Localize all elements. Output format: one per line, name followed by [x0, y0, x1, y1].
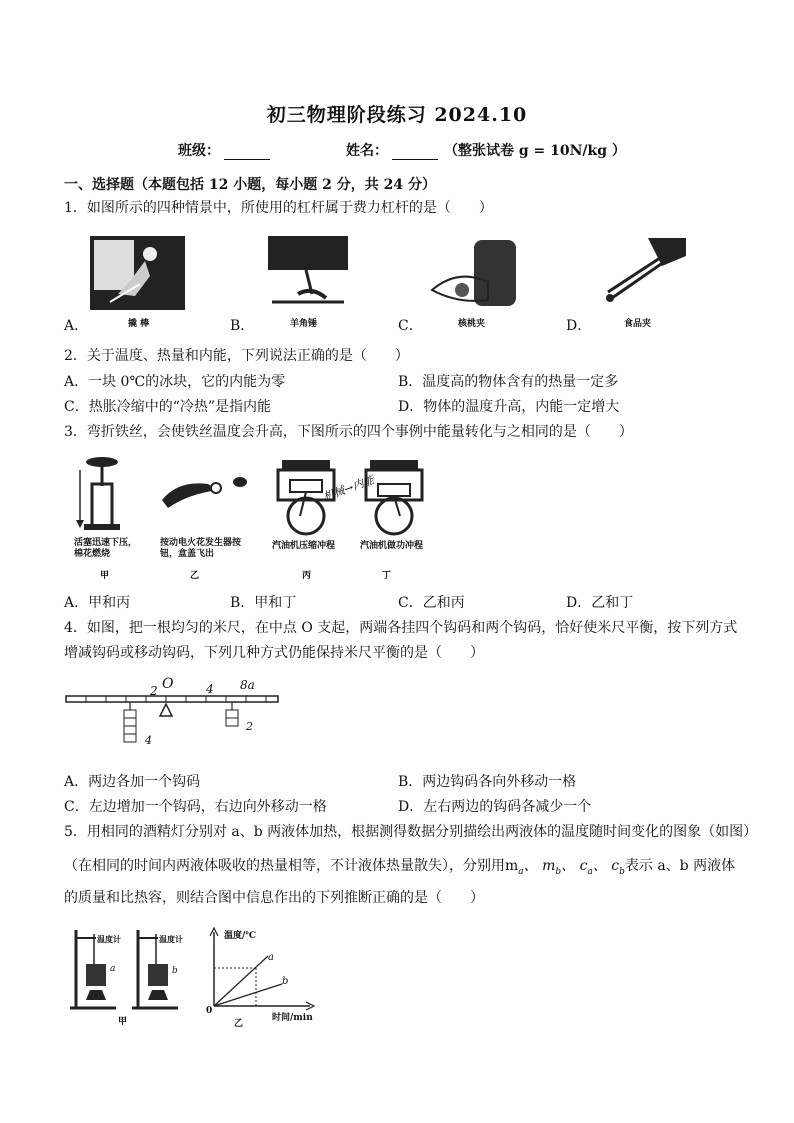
- q4-mark-8a: 8a: [240, 678, 255, 692]
- q4-mark-4: 4: [206, 682, 214, 696]
- q5-liquid-b-label: b: [172, 966, 178, 976]
- q3-stem: 3．弯折铁丝，会使铁丝温度会升高，下图所示的四个事例中能量转化与之相同的是（ ）: [64, 424, 633, 440]
- q1-option-a: A．: [64, 318, 89, 334]
- q5-graph-series-b: b: [282, 976, 289, 987]
- q4-mark-2: 2: [150, 684, 158, 698]
- q3-caption-yi: 按动电火花发生器按 钮，盒盖飞出: [160, 538, 242, 559]
- q5-temperature-graph: [206, 928, 316, 1022]
- section-heading: 一、选择题（本题包括 12 小题，每小题 2 分，共 24 分）: [64, 177, 436, 193]
- class-blank: [224, 145, 270, 160]
- q4-option-b: B．两边钩码各向外移动一格: [398, 774, 577, 790]
- q3-option-b: B．甲和丁: [230, 595, 297, 611]
- q5-graph-series-a: a: [268, 952, 274, 963]
- q1-claw-hammer-figure: [268, 236, 348, 308]
- q1-caption-d: 食品夹: [624, 319, 652, 329]
- q5-graph-origin: 0: [206, 1006, 213, 1016]
- q5-thermometer-label-b: 温度计: [159, 934, 183, 944]
- q3-option-d: D．乙和丁: [566, 595, 634, 611]
- q2-option-a: A．一块 0℃的冰块，它的内能为零: [64, 374, 286, 390]
- q4-option-c: C．左边增加一个钩码，右边向外移动一格: [64, 799, 327, 815]
- q1-food-tongs-figure: [592, 236, 686, 308]
- name-field: [346, 140, 438, 160]
- q5-fig-label-yi: 乙: [234, 1019, 244, 1029]
- q3-caption-jia: 活塞迅速下压， 棉花燃烧: [74, 538, 138, 559]
- q5-liquid-a-label: a: [110, 964, 116, 974]
- g-note: （整张试卷 g = 10N/kg ）: [444, 143, 626, 159]
- q5-line2: （在相同的时间内两液体吸收的热量相等，不计液体热量散失），分别用$m_a$、 $m_b$、 $c_a$、 $c_b$表示 a、b 两液体: [64, 858, 736, 877]
- q3-option-c: C．乙和丙: [398, 595, 465, 611]
- q5-graph-ylabel: 温度/℃: [224, 931, 257, 941]
- name-label: 姓名：: [346, 143, 388, 159]
- q3-label-jia: 甲: [100, 571, 110, 581]
- q3-spark-generator-figure: [158, 470, 248, 510]
- q1-option-c: C．: [398, 318, 423, 334]
- q1-caption-c: 核桃夹: [458, 319, 486, 329]
- q1-crowbar-figure: [90, 236, 185, 310]
- q2-option-d: D．物体的温度升高，内能一定增大: [398, 399, 620, 415]
- q4-mark-right-count: 2: [246, 720, 253, 733]
- q3-option-a: A．甲和丙: [64, 595, 131, 611]
- q4-stem-line1: 4．如图，把一根均匀的米尺，在中点 O 支起，两端各挂四个钩码和两个钩码，恰好使米尺平衡，按下列方式: [64, 620, 738, 636]
- q4-option-d: D．左右两边的钩码各减少一个: [398, 799, 592, 815]
- name-blank: [392, 145, 438, 160]
- q1-option-b: B．: [230, 318, 255, 334]
- class-label: 班级：: [178, 143, 220, 159]
- q1-nutcracker-figure: [428, 238, 520, 310]
- q5-thermometer-label-a: 温度计: [97, 934, 121, 944]
- q2-stem: 2．关于温度、热量和内能，下列说法正确的是（ ）: [64, 348, 409, 364]
- q4-option-a: A．两边各加一个钩码: [64, 774, 201, 790]
- q3-fire-piston-figure: [76, 456, 126, 534]
- page-title: 初三物理阶段练习 2024.10: [266, 104, 528, 126]
- q3-caption-bing: 汽油机压缩冲程: [272, 541, 336, 551]
- q5-graph-xlabel: 时间/min: [272, 1013, 313, 1023]
- q4-mark-o: O: [162, 676, 174, 692]
- q5-line3: 的质量和比热容，则结合图中信息作出的下列推断正确的是（ ）: [64, 890, 484, 906]
- q4-mark-left-count: 4: [145, 734, 152, 747]
- q5-line1: 5．用相同的酒精灯分别对 a、b 两液体加热，根据测得数据分别描绘出两液体的温度随时间变化的图象（如图）: [64, 824, 758, 840]
- q4-stem-line2: 增减钩码或移动钩码，下列几种方式仍能保持米尺平衡的是（ ）: [64, 645, 484, 661]
- q2-option-c: C．热胀冷缩中的“冷热”是指内能: [64, 399, 272, 415]
- q1-caption-a: 撬 棒: [128, 319, 150, 329]
- q1-option-d: D．: [566, 318, 592, 334]
- q5-fig-label-jia: 甲: [118, 1017, 128, 1027]
- q1-stem: 1．如图所示的四种情景中，所使用的杠杆属于费力杠杆的是（ ）: [64, 200, 493, 216]
- q3-label-ding: 丁: [382, 571, 392, 581]
- q3-caption-ding: 汽油机做功冲程: [360, 541, 424, 551]
- class-field: [178, 140, 270, 160]
- q3-handwriting: 机械→内能: [321, 473, 377, 504]
- q1-caption-b: 羊角锤: [290, 319, 318, 329]
- q3-label-bing: 丙: [302, 571, 312, 581]
- q2-option-b: B．温度高的物体含有的热量一定多: [398, 374, 619, 390]
- q3-power-stroke-figure: [356, 458, 432, 536]
- q3-label-yi: 乙: [190, 571, 200, 581]
